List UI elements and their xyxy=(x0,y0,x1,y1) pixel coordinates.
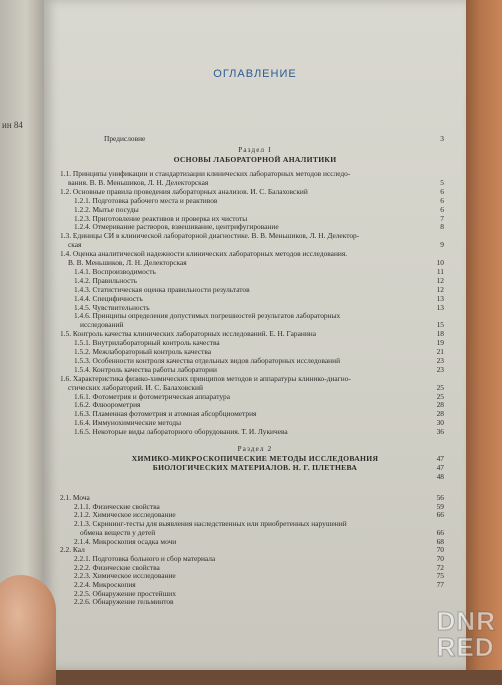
toc-entry-text: 1.3. Единицы СИ в клинической лабораторной диагностике. В. В. Меньшиков, Л. Н. Делектор- xyxy=(60,231,360,241)
toc-entry-text: 1.6.1. Фотометрия и фотометрическая аппаратура xyxy=(74,391,231,401)
toc-entry-text: 1.6.3. Пламенная фотометрия и атомная абсорбциометрия xyxy=(74,409,257,419)
toc-entry-page: 28 xyxy=(436,409,444,419)
toc-entry-page: 6 xyxy=(440,204,444,214)
toc-entry-text: обмена веществ у детей xyxy=(80,527,156,537)
toc-entry-text: 1.2. Основные правила проведения лабораторных анализов. И. С. Балаховский xyxy=(60,186,308,196)
toc-entry-text: 1.4.4. Специфичность xyxy=(74,293,143,303)
toc-entry-page: 15 xyxy=(436,320,444,330)
toc-entry-text: 2.2.6. Обнаружение гельминтов xyxy=(74,597,174,607)
toc-entry-text: 1.5. Контроль качества клинических лабораторных исследований. Е. Н. Гаранина xyxy=(60,329,317,339)
toc-entry-page: 23 xyxy=(436,355,444,365)
toc-entry-page: 23 xyxy=(436,364,444,374)
toc-entry-page: 25 xyxy=(436,391,444,401)
toc-entry-page: 72 xyxy=(436,562,444,572)
toc-entry-text: 2.2. Кал xyxy=(60,545,85,555)
toc-entry-page: 13 xyxy=(436,302,444,312)
toc-entry-page: 12 xyxy=(436,275,444,285)
toc-entry-page: 10 xyxy=(436,258,444,267)
toc-entry-text: 1.5.3. Особенности контроля качества отдельных видов лабораторных исследований xyxy=(74,355,341,365)
toc-entry-text: 2.1.2. Химическое исследование xyxy=(74,510,176,520)
watermark-line2: RED xyxy=(436,632,495,662)
toc-entry-page: 7 xyxy=(440,213,444,223)
toc-entry-page: 59 xyxy=(436,501,444,511)
left-page-text-fragment: ин 84 xyxy=(2,120,23,130)
toc-entry-text: 2.2.1. Подготовка больного и сбор материала xyxy=(74,553,216,563)
toc-entry-text: 2.2.3. Химическое исследование xyxy=(74,571,176,581)
toc-entry-text: 1.4.6. Принципы определения допустимых погрешностей результатов лабораторных xyxy=(74,311,341,321)
toc-entry-text: 2.1.3. Скрининг-тесты для выявления наследственных или приобретенных нарушений xyxy=(74,519,347,529)
toc-entry-page: 13 xyxy=(436,293,444,303)
toc-entry-text: ская xyxy=(68,240,82,250)
toc-entry-text: 1.6.5. Некоторые виды лабораторного оборудования. Т. И. Лукичева xyxy=(74,427,288,437)
toc-entry-page: 30 xyxy=(436,418,444,428)
toc-entry-text: 1.4.3. Статистическая оценка правильности результатов xyxy=(74,284,250,294)
toc-entry-page: 70 xyxy=(436,545,444,555)
toc-entry-page: 25 xyxy=(436,382,444,392)
toc-entry-page: 18 xyxy=(436,329,444,339)
page-title: ОГЛАВЛЕНИЕ xyxy=(213,68,297,80)
toc-entry-text: 2.1.1. Физические свойства xyxy=(74,501,160,511)
toc-entry-page: 12 xyxy=(436,284,444,294)
toc-entry-page: 56 xyxy=(436,493,444,502)
toc-entry-page: 75 xyxy=(436,571,444,581)
toc-entry-text: 2.2.2. Физические свойства xyxy=(74,562,160,572)
toc-entry-text: 1.6.4. Иммунохимические методы xyxy=(74,418,182,428)
thumb-holding-book xyxy=(0,575,56,685)
toc-entry-text: стических лабораторий. И. С. Балаховский xyxy=(68,382,203,392)
section2-title-line1: ХИМИКО-МИКРОСКОПИЧЕСКИЕ МЕТОДЫ ИССЛЕДОВАНИЯ xyxy=(131,454,379,463)
toc-entry-page: 6 xyxy=(440,195,444,205)
toc-entry-page: 77 xyxy=(436,580,444,589)
section2-title-line2: БИОЛОГИЧЕСКИХ МАТЕРИАЛОВ. Н. Г. ПЛЕТНЕВА xyxy=(152,463,358,472)
preface-page: 3 xyxy=(440,134,444,143)
toc-entry-text: 1.2.1. Подготовка рабочего места и реактивов xyxy=(74,195,218,205)
toc-entry-page: 6 xyxy=(440,186,444,196)
toc-entry-text: 1.4. Оценка аналитической надежности клинических лабораторных методов исследования. xyxy=(60,249,348,259)
toc-entry-text: 1.5.4. Контроль качества работы лаборатории xyxy=(74,364,217,374)
section2-page-3: 48 xyxy=(436,472,444,481)
book-page xyxy=(44,0,466,670)
toc-entry-text: 1.2.2. Мытье посуды xyxy=(74,204,139,214)
toc-entry-page: 28 xyxy=(436,400,444,410)
left-page-edge xyxy=(0,0,44,670)
toc-entry-text: 1.2.4. Отмеривание растворов, взвешивание, центрифугирование xyxy=(74,222,279,232)
toc-entry-text: 1.6.2. Флюорометрия xyxy=(74,400,141,410)
watermark-logo xyxy=(437,608,496,660)
toc-entry-text: 2.1.4. Микроскопия осадка мочи xyxy=(74,536,177,546)
toc-entry-page: 11 xyxy=(436,266,444,276)
toc-entry-text: 1.1. Принципы унификации и стандартизации клинических лабораторных методов исследо- xyxy=(60,169,351,178)
toc-entry-text: 1.6. Характеристика физико-химических принципов методов и аппаратуры клинико-диагно- xyxy=(60,373,351,383)
section1-label: Раздел I xyxy=(238,146,272,154)
toc-entry-page: 5 xyxy=(440,177,444,187)
toc-entry-text: В. В. Меньшиков, Л. Н. Делекторская xyxy=(68,258,187,267)
toc-entry-text: 1.2.3. Приготовление реактивов и проверка их чистоты xyxy=(74,213,248,223)
section2-page-2: 47 xyxy=(436,463,444,472)
toc-entry-page: 70 xyxy=(436,553,444,563)
section2-page-1: 47 xyxy=(436,454,444,463)
toc-entry-page: 66 xyxy=(436,510,444,520)
toc-entry-text: 2.2.5. Обнаружение простейших xyxy=(74,588,176,598)
toc-entry-text: 2.1. Моча xyxy=(60,493,90,502)
preface-title: Предисловие xyxy=(104,134,146,143)
toc-entry-page: 21 xyxy=(436,347,444,356)
toc-entry-text: исследований xyxy=(80,320,124,330)
toc-entry-page: 19 xyxy=(436,338,444,348)
toc-entry-page: 36 xyxy=(436,427,444,437)
section2-label: Раздел 2 xyxy=(237,445,273,453)
toc-entry-page: 9 xyxy=(440,240,444,250)
toc-entry-text: вания. В. В. Меньшиков, Л. Н. Делекторская xyxy=(68,177,209,187)
section1-title: ОСНОВЫ ЛАБОРАТОРНОЙ АНАЛИТИКИ xyxy=(173,155,337,164)
toc-entry-text: 1.5.2. Межлабораторный контроль качества xyxy=(74,347,212,356)
book-cover-edge xyxy=(464,0,502,670)
toc-entry-page: 8 xyxy=(440,222,444,232)
toc-entry-text: 1.5.1. Внутрилабораторный контроль качества xyxy=(74,338,220,348)
toc-entry-text: 1.4.1. Воспроизводимость xyxy=(74,266,156,276)
toc-entry-page: 66 xyxy=(436,527,444,537)
toc-entry-text: 2.2.4. Микроскопия xyxy=(74,580,136,589)
toc-entry-page: 68 xyxy=(436,536,444,546)
toc-entry-text: 1.4.5. Чувствительность xyxy=(74,302,150,312)
watermark-line1: DNR xyxy=(436,606,496,636)
toc-entry-text: 1.4.2. Правильность xyxy=(74,275,138,285)
